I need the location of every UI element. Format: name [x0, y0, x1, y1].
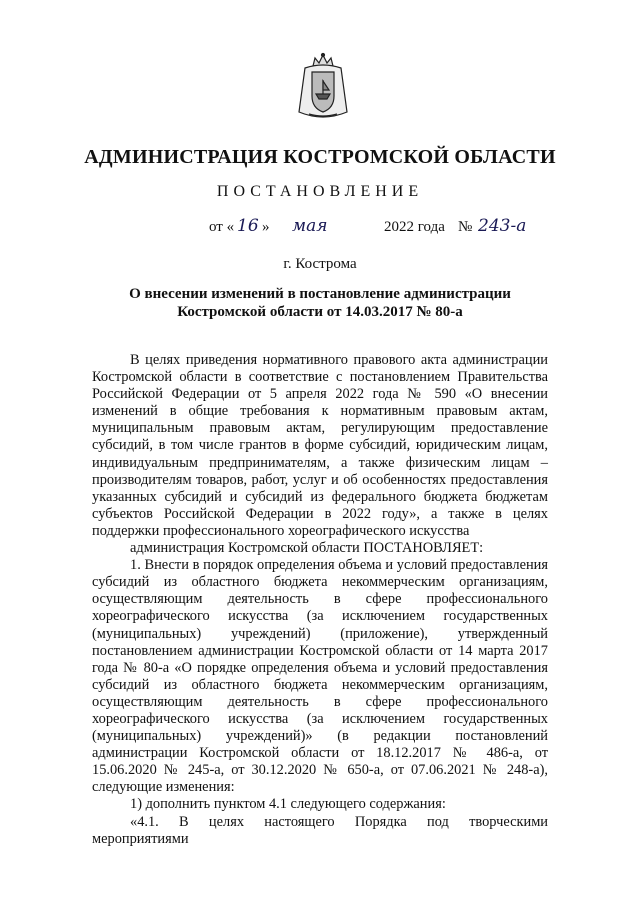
document-type: ПОСТАНОВЛЕНИЕ [216, 183, 424, 200]
organization-name: АДМИНИСТРАЦИЯ КОСТРОМСКОЙ ОБЛАСТИ [84, 146, 556, 168]
city-name: г. Кострома [283, 256, 357, 272]
paragraph: «4.1. В целях настоящего Порядка под творческими мероприятиями [92, 813, 548, 847]
date-line [0, 216, 640, 240]
date-day: 16 [237, 216, 259, 236]
date-prefix: от « [209, 219, 235, 235]
paragraph: 1) дополнить пунктом 4.1 следующего содержания: [130, 796, 446, 813]
paragraph: администрация Костромской области ПОСТАНОВЛЯЕТ: [130, 540, 484, 557]
document-body [92, 352, 548, 848]
document-title [100, 285, 540, 321]
date-month: мая [292, 216, 328, 236]
paragraph: В целях приведения нормативного правового акта администрации Костромской области в соответствие с постановлением Правительства Российской Федерации от 5 апреля 2022 года № 590 «О внесении изменений в общие требования к нормативным правовым актам, муниципальным правовым актам, регулирующим предоставление субсидий, в том числе грантов в форме субсидий, юридическим лицам, индивидуальным предпринимателям, а также физическим лицам – производителям товаров, работ, услуг и об особенностях предоставления указанных субсидий и субсидий из федерального бюджета бюджетам субъектов Российской Федерации в 2022 году», а также в целях поддержки профессионального хореографического искусства [92, 352, 548, 539]
date-mid: » [262, 219, 270, 235]
title-line: Костромской области от 14.03.2017 № 80-а [177, 304, 463, 320]
title-line: О внесении изменений в постановление администрации [129, 286, 511, 302]
document-number: 243-а [478, 216, 527, 236]
paragraph: 1. Внести в порядок определения объема и условий предоставления субсидий из областного бюджета некоммерческим организациям, осуществляющим деятельность в сфере профессионального хореографического искусства (за исключением государственных (муниципальных) учреждений) (приложение), утвержденный постановлением администрации Костромской области от 14 марта 2017 года № 80-а «О порядке определения объема и условий предоставления субсидий из областного бюджета некоммерческим организациям, осуществляющим деятельность в сфере профессионального хореографического искусства (за исключением государственных (муниципальных) учреждений)» (в редакции постановлений администрации Костромской области от 18.12.2017 № 486-а, от 15.06.2020 № 245-а, от 30.12.2020 № 650-а, от 07.06.2021 № 248-а), следующие изменения: [92, 557, 548, 796]
number-prefix: № [458, 219, 473, 235]
coat-of-arms-emblem [295, 52, 351, 122]
date-year: 2022 года [384, 219, 445, 235]
